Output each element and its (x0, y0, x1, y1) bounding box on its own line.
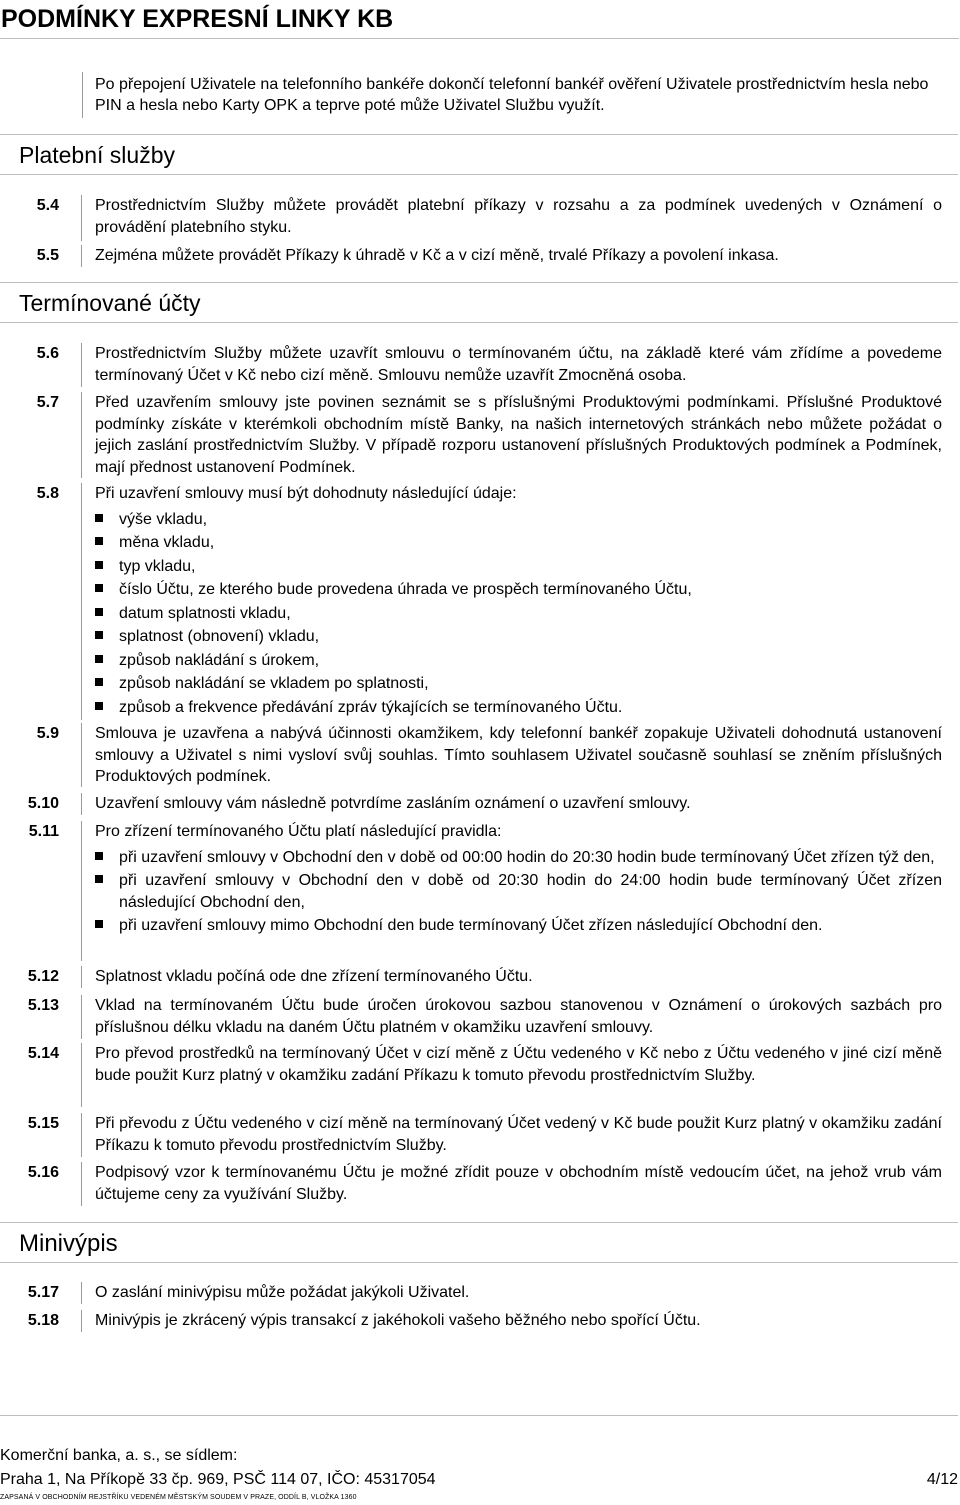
clause-number: 5.13 (27, 997, 59, 1014)
section-heading-minivypis: Minivýpis (0, 1222, 958, 1263)
bullet-list (95, 847, 942, 937)
clause-text: Prostřednictvím Služby můžete provádět platební příkazy v rozsahu a za podmínek uvedených v Oznámení o provádění platebního styku. (95, 197, 942, 236)
margin-rule (82, 72, 83, 118)
footer-divider (0, 1415, 958, 1416)
clause-text: Pro převod prostředků na termínovaný Účet v cizí měně z Účtu vedeného v Kč nebo z Účtu vedeného v jiné cizí měně bude použit Kurz platný v okamžiku zadání Příkazu k tomuto převodu prostřednictvím Služby. (95, 1045, 942, 1084)
clause-text: Vklad na termínovaném Účtu bude úročen úrokovou sazbou stanovenou v Oznámení o úrokových sazbách pro příslušnou délku vkladu na daném Účtu platném v okamžiku uzavření smlouvy. (95, 997, 942, 1036)
clause-text: O zaslání minivýpisu může požádat jakýkoli Uživatel. (95, 1284, 470, 1301)
section-heading-platebni: Platební služby (0, 134, 958, 175)
clause-text: Smlouva je uzavřena a nabývá účinnosti okamžikem, kdy telefonní bankéř zopakuje Uživateli dohodnutá ustanovení smlouvy a Uživatel s nimi vysloví svůj souhlas. Tímto souhlasem Uživatel současně souhlasí se zněním příslušných Produktových podmínek. (95, 725, 942, 785)
section-heading-terminovane: Termínované účty (0, 282, 958, 323)
clause-text: Minivýpis je zkrácený výpis transakcí z jakéhokoli vašeho běžného nebo spořící Účtu. (95, 1312, 701, 1329)
clause-number: 5.16 (27, 1164, 59, 1181)
footer-company: Komerční banka, a. s., se sídlem: (0, 1447, 238, 1464)
list-item: při uzavření smlouvy v Obchodní den v době od 00:00 hodin do 20:30 hodin bude termínovaný Účet zřízen týž den, (119, 847, 942, 869)
document-title: PODMÍNKY EXPRESNÍ LINKY KB (0, 0, 959, 39)
clause-number: 5.9 (36, 725, 59, 742)
intro-paragraph: Po přepojení Uživatele na telefonního bankéře dokončí telefonní bankéř ověření Uživatele prostřednictvím hesla nebo PIN a hesla nebo Karty OPK a teprve poté může Uživatel Službu využít. (95, 76, 929, 114)
clause-text: Při převodu z Účtu vedeného v cizí měně na termínovaný Účet vedený v Kč bude použit Kurz platný v okamžiku zadání Příkazu k tomuto převodu prostřednictvím Služby. (95, 1115, 942, 1154)
clause-number: 5.6 (36, 345, 59, 362)
list-item: způsob nakládání s úrokem, (119, 650, 942, 672)
clause-text: Při uzavření smlouvy musí být dohodnuty následující údaje: (95, 485, 517, 502)
clause-number: 5.11 (28, 823, 59, 840)
clause-number: 5.5 (36, 247, 59, 264)
clause-number: 5.15 (27, 1115, 59, 1132)
clause-text: Podpisový vzor k termínovanému Účtu je možné zřídit pouze v obchodním místě vedoucím účet, na jehož vrub vám účtujeme ceny za využívání Služby. (95, 1164, 942, 1203)
footer-registry: ZAPSANÁ V OBCHODNÍM REJSTŘÍKU VEDENÉM MĚSTSKÝM SOUDEM V PRAZE, ODDÍL B, VLOŽKA 1360 (0, 1494, 357, 1501)
clause-number: 5.14 (27, 1045, 59, 1062)
clause-text: Splatnost vkladu počíná ode dne zřízení termínovaného Účtu. (95, 968, 533, 985)
clause-number: 5.4 (36, 197, 59, 214)
list-item: způsob nakládání se vkladem po splatnosti, (119, 673, 942, 695)
clause-text: Pro zřízení termínovaného Účtu platí následující pravidla: (95, 823, 502, 840)
clause-text: Prostřednictvím Služby můžete uzavřít smlouvu o termínovaném účtu, na základě které vám zřídíme a povedeme termínovaný Účet v Kč nebo cizí měně. Smlouvu nemůže uzavřít Zmocněná osoba. (95, 345, 942, 384)
clause-number: 5.10 (27, 795, 59, 812)
clause-number: 5.8 (36, 485, 59, 502)
clause-number: 5.12 (27, 968, 59, 985)
clause-text: Zejména můžete provádět Příkazy k úhradě v Kč a v cizí měně, trvalé Příkazy a povolení inkasa. (95, 247, 779, 264)
clause-text: Uzavření smlouvy vám následně potvrdíme zasláním oznámení o uzavření smlouvy. (95, 795, 691, 812)
list-item: při uzavření smlouvy mimo Obchodní den bude termínovaný Účet zřízen následující Obchodní den. (119, 915, 942, 937)
list-item: měna vkladu, (119, 532, 942, 554)
list-item: číslo Účtu, ze kterého bude provedena úhrada ve prospěch termínovaného Účtu, (119, 579, 942, 601)
list-item: splatnost (obnovení) vkladu, (119, 626, 942, 648)
list-item: způsob a frekvence předávání zpráv týkajících se termínovaného Účtu. (119, 697, 942, 719)
page-number: 4/12 (926, 1471, 958, 1488)
clause-number: 5.7 (36, 394, 59, 411)
clause-text: Před uzavřením smlouvy jste povinen seznámit se s příslušnými Produktovými podmínkami. Příslušné Produktové podmínky získáte v kterémkoli obchodním místě Banky, na našich internetových stránkách nebo můžete požádat o jejich zaslání prostřednictvím Služby. V případě rozporu ustanovení příslušných Produktových podmínek a Podmínek, mají přednost ustanovení Podmínek. (95, 394, 942, 476)
clause-number: 5.17 (27, 1284, 59, 1301)
footer-address: Praha 1, Na Příkopě 33 čp. 969, PSČ 114 07, IČO: 45317054 (0, 1471, 436, 1488)
bullet-list (95, 509, 942, 719)
clause-number: 5.18 (27, 1312, 59, 1329)
list-item: výše vkladu, (119, 509, 942, 531)
list-item: typ vkladu, (119, 556, 942, 578)
list-item: při uzavření smlouvy v Obchodní den v době od 20:30 hodin do 24:00 hodin bude termínovaný Účet zřízen následující Obchodní den, (119, 870, 942, 913)
list-item: datum splatnosti vkladu, (119, 603, 942, 625)
